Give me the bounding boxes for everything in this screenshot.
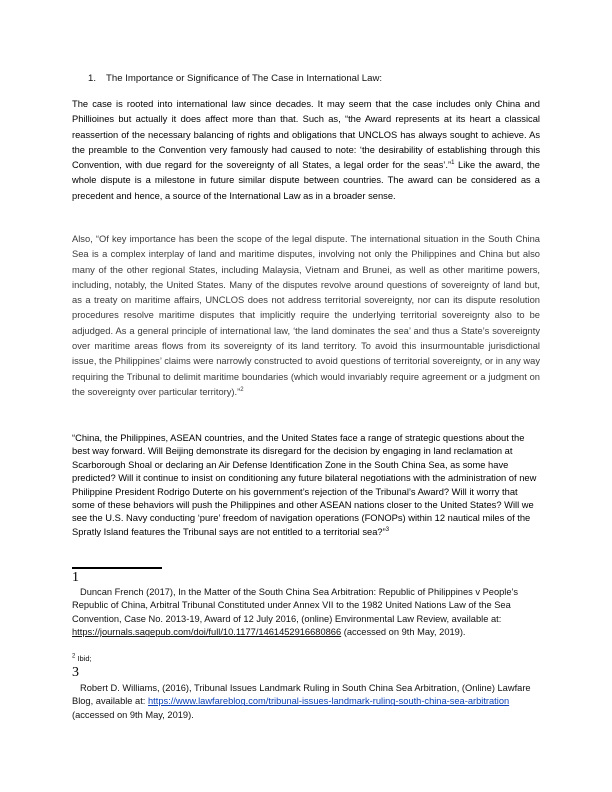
paragraph-quote	[72, 432, 540, 539]
footnote-text: Duncan French (2017), In the Matter of the South China Sea Arbitration: Republic of Philippines v People’s Republic of China, Arbitral Tribunal Constituted under Annex VII to the 1982 United Nations Law of the Sea Convention, Case No. 2013-19, Award of 12 July 2016, (online) Environmental Law Review, available at:	[72, 587, 519, 624]
paragraph-scope	[72, 232, 540, 400]
footnote-reference[interactable]: 1	[451, 160, 455, 167]
footnote-reference[interactable]: 3	[385, 526, 390, 533]
footnote-text: (accessed on 9th May, 2019).	[72, 709, 194, 720]
footnote-marker: 2	[72, 653, 76, 660]
footnote-text: (accessed on 9th May, 2019).	[341, 627, 466, 638]
paragraph-text: “China, the Philippines, ASEAN countries, and the United States face a range of strategic questions about the best way forward. Will Beijing demonstrate its disregard for the decision by engaging in land reclamation at Scarborough Shoal or declaring an Air Defense Identification Zone in the South China Sea, as some have predicted? Will it continue to insist on conditioning any future bilateral negotiations with the administration of new Philippine President Rodrigo Duterte on his government’s rejection of the Tribunal’s Award? Will it worry that some of these behaviors will push the Philippines and other ASEAN nations closer to the United States? Will we see the U.S. Navy conducting ‘pure’ freedom of navigation operations (FONOPs) within 12 nautical miles of the Spratly Island features the Tribunal says are not entitled to a territorial sea?”	[72, 433, 537, 537]
footnote-reference[interactable]: 2	[240, 386, 244, 393]
footnote-link[interactable]: https://www.lawfareblog.com/tribunal-issues-landmark-ruling-south-china-sea-arbitration	[147, 696, 510, 707]
footnote-marker: 1	[72, 570, 79, 585]
paragraph-importance	[72, 97, 540, 204]
footnote-marker: 3	[72, 665, 79, 680]
paragraph-text: Also, “Of key importance has been the scope of the legal dispute. The international situation in the South China Sea is a complex interplay of land and maritime disputes, involving not only the Philippines and China but also many of the other regional States, including Malaysia, Vietnam and Brunei, as well as other maritime powers, including, notably, the United States. Many of the disputes revolve around questions of sovereignty of land but, as a treaty on maritime affairs, UNCLOS does not address territorial sovereignty, nor can its dispute resolution procedures resolve maritime disputes that implicitly require the underlying territorial sovereignty also to be adjudged. As a general principle of international law, ‘the land dominates the sea’ and thus a State’s sovereignty over maritime areas flows from its sovereignty of its land territory. To avoid this insurmountable jurisdictional issue, the Philippines’ claims were narrowly constructed to avoid questions of territorial sovereignty, or in any way requiring the Tribunal to delimit maritime boundaries (which would invariably require agreement or a judgment on the sovereignty over particular territory).”	[72, 234, 540, 397]
footnote-3	[72, 682, 542, 722]
paragraph-text: Like the award, the whole dispute is a milestone in future similar dispute between countries. The award can be considered as a precedent and hence, a source of the International Law as in a broader sense.	[72, 160, 540, 201]
footnote-separator	[72, 567, 162, 569]
section-number: 1.	[88, 73, 97, 84]
section-heading	[88, 72, 548, 85]
section-title: The Importance or Significance of The Case in International Law:	[106, 73, 383, 84]
footnote-1	[72, 586, 542, 640]
footnote-text: Robert D. Williams, (2016), Tribunal Issues Landmark Ruling in South China Sea Arbitration, (Online) Lawfare Blog, available at:	[72, 683, 531, 707]
footnote-text: Ibid;	[75, 654, 92, 663]
paragraph-text: The case is rooted into international law since decades. It may seem that the case includes only China and Phillioines but actually it does affect more than that. Such as, “the Award represents at its heart a classical reassertion of the necessary balancing of rights and obligations that UNCLOS has always sought to achieve. As the preamble to the Convention very famously had caused to note: ‘the desirability of establishing through this Convention, with due regard for the sovereignty of all States, a legal order for the seas’.”	[72, 99, 540, 171]
footnote-link[interactable]: https://journals.sagepub.com/doi/full/10.1177/1461452916680866	[72, 627, 342, 638]
footnote-2	[72, 653, 542, 665]
